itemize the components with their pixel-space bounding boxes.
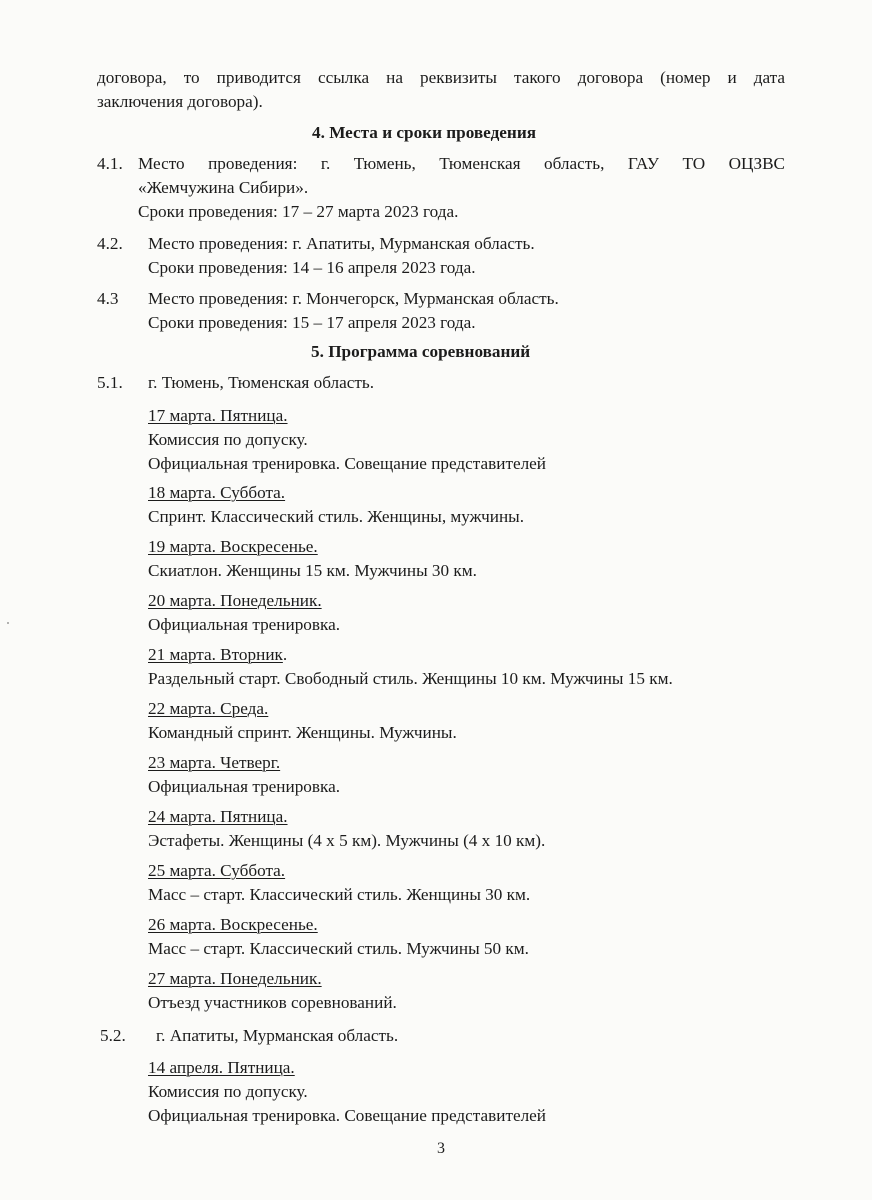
scan-speck <box>7 622 9 624</box>
day-event: Официальная тренировка. <box>148 777 341 796</box>
item-4-3-dates: Сроки проведения: 15 – 17 апреля 2023 года. <box>148 313 476 332</box>
intro-line-1: договора, то приводится ссылка на реквизиты такого договора (номер и дата <box>97 68 785 87</box>
day-date: 26 марта. Воскресенье. <box>148 915 318 934</box>
section-4-heading: 4. Места и сроки проведения <box>312 123 537 142</box>
day-date: 27 марта. Понедельник. <box>148 969 322 988</box>
day-date: 19 марта. Воскресенье. <box>148 537 318 556</box>
item-4-3-number: 4.3 <box>97 289 119 308</box>
item-4-1-place: Место проведения: г. Тюмень, Тюменская область, ГАУ ТО ОЦЗВС <box>138 154 785 173</box>
item-4-2-dates: Сроки проведения: 14 – 16 апреля 2023 года. <box>148 258 476 277</box>
day-date: 18 марта. Суббота. <box>148 483 286 502</box>
sub-5-2-number: 5.2. <box>100 1026 126 1045</box>
day-event: Отъезд участников соревнований. <box>148 993 397 1012</box>
day-event: Эстафеты. Женщины (4 х 5 км). Мужчины (4 х 10 км). <box>148 831 546 850</box>
page-number: 3 <box>437 1140 445 1157</box>
day-date: 25 марта. Суббота. <box>148 861 286 880</box>
sub-5-1-number: 5.1. <box>97 373 123 392</box>
day-event: Раздельный старт. Свободный стиль. Женщины 10 км. Мужчины 15 км. <box>148 669 673 688</box>
day-date-wrapper <box>148 643 287 667</box>
item-4-2-number: 4.2. <box>97 234 123 253</box>
section-5-heading: 5. Программа соревнований <box>311 342 531 361</box>
day-event: Комиссия по допуску. <box>148 430 308 449</box>
day-event: Масс – старт. Классический стиль. Мужчины 50 км. <box>148 939 529 958</box>
day-date: 17 марта. Пятница. <box>148 406 288 425</box>
day-event: Командный спринт. Женщины. Мужчины. <box>148 723 457 742</box>
day-event: Комиссия по допуску. <box>148 1082 308 1101</box>
day-event: Официальная тренировка. <box>148 615 341 634</box>
day-event: Официальная тренировка. Совещание представителей <box>148 454 546 473</box>
day-date: 21 марта. Вторник <box>148 645 283 664</box>
day-event: Скиатлон. Женщины 15 км. Мужчины 30 км. <box>148 561 477 580</box>
item-4-3-place: Место проведения: г. Мончегорск, Мурманская область. <box>148 289 559 308</box>
day-event: Масс – старт. Классический стиль. Женщины 30 км. <box>148 885 531 904</box>
day-event: Спринт. Классический стиль. Женщины, мужчины. <box>148 507 525 526</box>
item-4-1-number: 4.1. <box>97 154 123 173</box>
sub-5-1-location: г. Тюмень, Тюменская область. <box>148 373 374 392</box>
item-4-2-place: Место проведения: г. Апатиты, Мурманская область. <box>148 234 535 253</box>
intro-line-2: заключения договора). <box>97 92 263 111</box>
day-date: 23 марта. Четверг. <box>148 753 281 772</box>
day-event: Официальная тренировка. Совещание представителей <box>148 1106 546 1125</box>
sub-5-2-location: г. Апатиты, Мурманская область. <box>156 1026 399 1045</box>
day-date: 20 марта. Понедельник. <box>148 591 322 610</box>
item-4-1-dates: Сроки проведения: 17 – 27 марта 2023 года. <box>138 202 459 221</box>
day-date: 22 марта. Среда. <box>148 699 269 718</box>
item-4-1-place-cont: «Жемчужина Сибири». <box>138 178 309 197</box>
day-date: 24 марта. Пятница. <box>148 807 288 826</box>
day-date: 14 апреля. Пятница. <box>148 1058 295 1077</box>
day-date-suffix: . <box>282 645 288 664</box>
